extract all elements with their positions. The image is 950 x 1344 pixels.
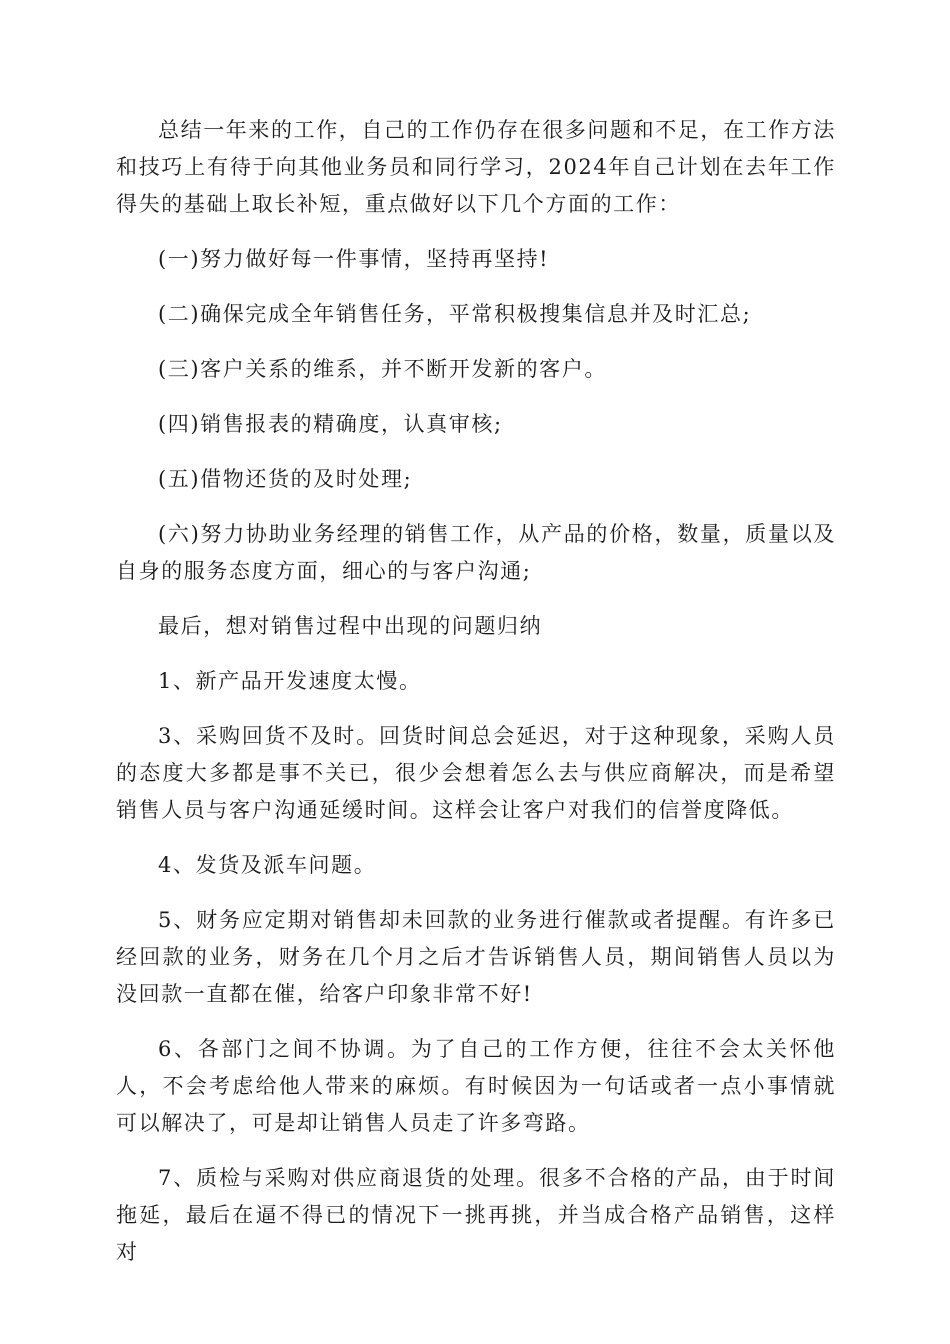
problem-item-1: 1、新产品开发速度太慢。 — [158, 669, 422, 693]
problem-item-4: 4、发货及派车问题。 — [158, 853, 377, 877]
plan-item-1: (一)努力做好每一件事情，坚持再坚持! — [158, 247, 550, 271]
problem-item-6: 6、各部门之间不协调。为了自己的工作方便，往往不会太关怀他人，不会考虑给他人带来的麻烦。有时候因为一句话或者一点小事情就可以解决了，可是却让销售人员走了许多弯路。 — [116, 1037, 836, 1135]
summary-paragraph: 总结一年来的工作，自己的工作仍存在很多问题和不足，在工作方法和技巧上有待于向其他业务员和同行学习，2024年自己计划在去年工作得失的基础上取长补短，重点做好以下几个方面的工作： — [116, 118, 836, 216]
plan-item-3: (三)客户关系的维系，并不断开发新的客户。 — [158, 357, 607, 381]
plan-item-6: (六)努力协助业务经理的销售工作，从产品的价格，数量，质量以及自身的服务态度方面，细心的与客户沟通; — [116, 522, 836, 583]
problem-item-3: 3、采购回货不及时。回货时间总会延迟，对于这种现象，采购人员的态度大多都是事不关已，很少会想着怎么去与供应商解决，而是希望销售人员与客户沟通延缓时间。这样会让客户对我们的信誉度降低。 — [116, 724, 836, 822]
plan-item-4: (四)销售报表的精确度，认真审核; — [158, 412, 503, 436]
problems-intro: 最后，想对销售过程中出现的问题归纳 — [158, 614, 543, 638]
document-body — [116, 112, 836, 1289]
problem-item-7: 7、质检与采购对供应商退货的处理。很多不合格的产品，由于时间拖延，最后在逼不得已的情况下一挑再挑，并当成合格产品销售，这样对 — [116, 1166, 836, 1264]
plan-item-5: (五)借物还货的及时处理; — [158, 467, 413, 491]
plan-item-2: (二)确保完成全年销售任务，平常积极搜集信息并及时汇总; — [158, 302, 752, 326]
problem-item-5: 5、财务应定期对销售却未回款的业务进行催款或者提醒。有许多已经回款的业务，财务在几个月之后才告诉销售人员，期间销售人员以为没回款一直都在催，给客户印象非常不好! — [116, 908, 836, 1006]
